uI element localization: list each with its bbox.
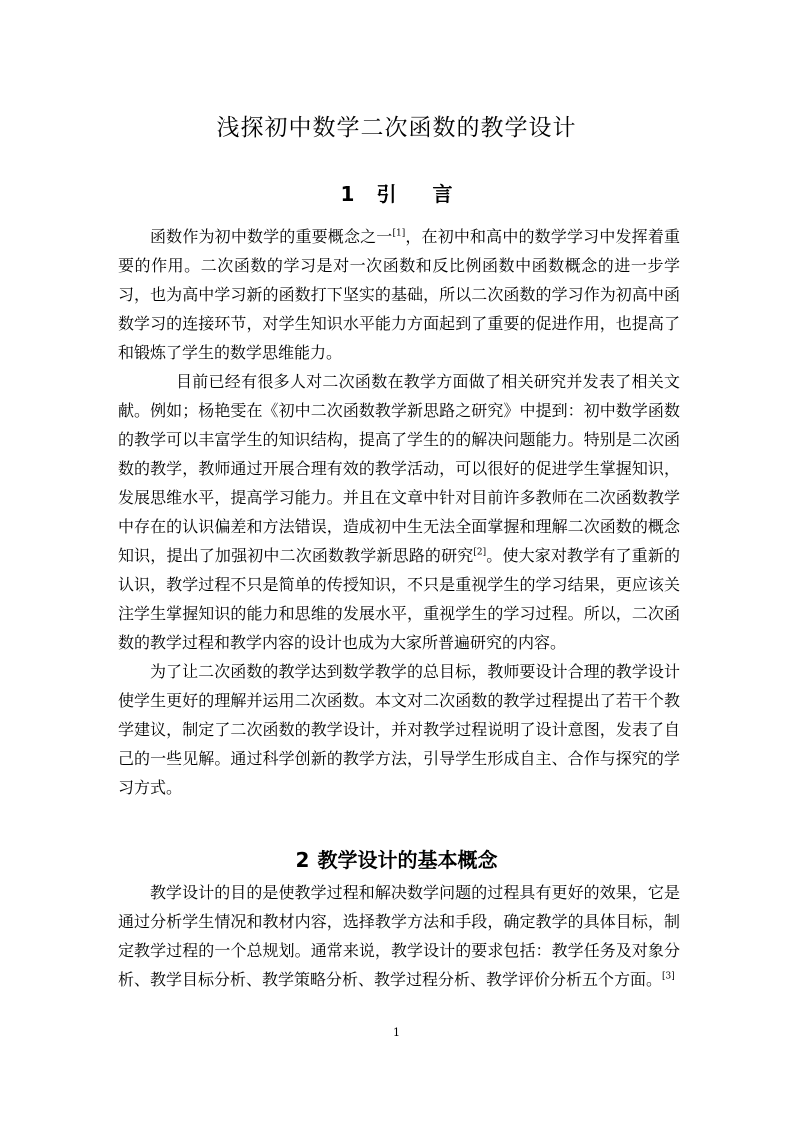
paragraph [118,657,680,802]
document-title: 浅探初中数学二次函数的教学设计 [216,115,577,141]
section-2-body [118,878,680,994]
citation-2[interactable]: [2] [473,547,487,558]
section-1-body [118,222,680,802]
paragraph-text: 函数作为初中数学的重要概念之一 [150,227,393,246]
paragraph-text: 目前已经有很多人对二次函数在教学方面做了相关研究并发表了相关文献。例如；杨艳雯在《初中二次函数教学新思路之研究》中提到：初中数学函数的教学可以丰富学生的知识结构，提高了学生的的解决问题能力。特别是二次函数的教学，教师通过开展合理有效的教学活动，可以很好的促进学生掌握知识，发展思维水平，提高学习能力。并且在文章中针对目前许多教师在二次函数教学中存在的认识偏差和方法错误，造成初中生无法全面掌握和理解二次函数的概念知识，提出了加强初中二次函数教学新思路的研究 [118,372,680,565]
citation-1[interactable]: [1] [392,228,406,239]
section-1-heading [0,180,793,208]
section-2-title: 教学设计的基本概念 [317,848,498,872]
page-number: 1 [393,1026,400,1039]
paragraph-text: 教学设计的目的是使教学过程和解决数学问题的过程具有更好的效果，它是通过分析学生情况和教材内容，选择教学方法和手段，确定教学的具体目标，制定教学过程的一个总规划。通常来说，教学设计的要求包括：教学任务及对象分析、教学目标分析、教学策略分析、教学过程分析、教学评价分析五个方面。 [118,883,680,989]
paragraph-text: 。使大家对教学有了重新的认识，教学过程不只是简单的传授知识，不只是重视学生的学习结果，更应该关注学生掌握知识的能力和思维的发展水平，重视学生的学习过程。所以，二次函数的教学过程和教学内容的设计也成为大家所普遍研究的内容。 [118,546,680,652]
paragraph [118,367,680,657]
paragraph-text: ，在初中和高中的数学学习中发挥着重要的作用。二次函数的学习是对一次函数和反比例函数中函数概念的进一步学习，也为高中学习新的函数打下坚实的基础，所以二次函数的学习作为初高中函数学习的连接环节，对学生知识水平能力方面起到了重要的促进作用，也提高了和锻炼了学生的数学思维能力。 [118,227,680,362]
section-2-number: 2 [295,848,310,872]
section-1-number: 1 [340,182,355,206]
paragraph [118,878,680,994]
section-1-title-char-1: 引 [376,182,397,206]
section-1-title-char-2: 言 [432,182,453,206]
citation-3[interactable]: [3] [662,971,675,982]
section-2-heading [0,846,793,874]
paragraph-text: 为了让二次函数的教学达到数学教学的总目标，教师要设计合理的教学设计使学生更好的理解并运用二次函数。本文对二次函数的教学过程提出了若干个教学建议，制定了二次函数的教学设计，并对教学过程说明了设计意图，发表了自己的一些见解。通过科学创新的教学方法，引导学生形成自主、合作与探究的学习方式。 [118,662,680,797]
paragraph [118,222,680,367]
